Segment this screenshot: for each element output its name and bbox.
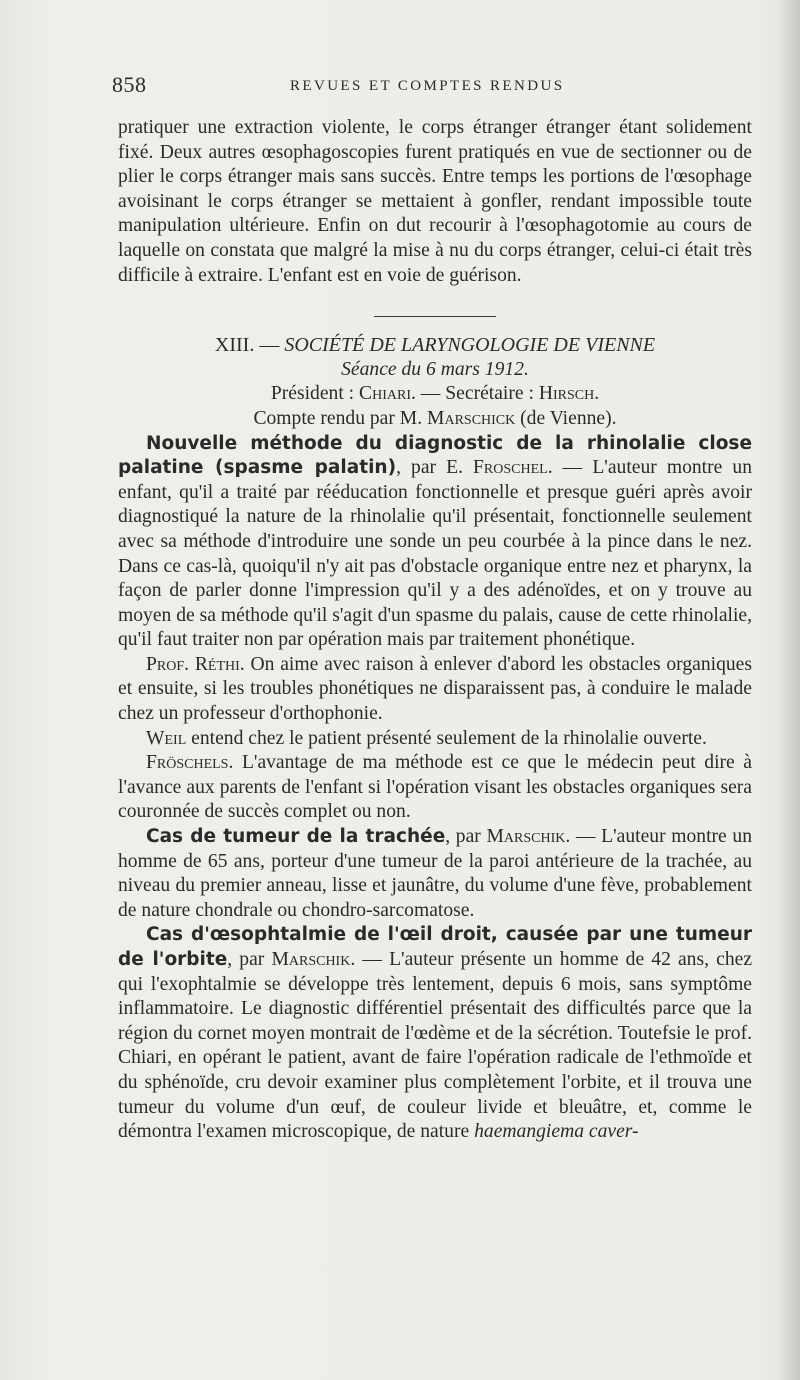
officers-separator: . — [410,383,446,405]
discussion-text: . On aime avec raison à enlever d'abord les obstacles organiques et ensuite, si les troubles phonétiques ne disparaissent pas, à conduire le malade chez un professeur d'orthophonie. [118,653,753,725]
president-name: Chiari [359,383,411,405]
discussion-froschels [118,751,752,825]
discussion-text: . L'avantage de ma méthode est ce que le médecin peut dire à l'avance aux parents de l'enfant si l'opération visant les obstacles organiques sera couronnée de succès complet ou non. [118,752,752,823]
paragraph-continued: pratiquer une extraction violente, le corps étranger étranger étant solidement fixé. Deux autres œsophagoscopies furent pratiqués en vue de sectionner ou de plier le corps étranger mais sans succès. Entre temps les portions de l'œsophage avoisinant le corps étranger se mettaient à gonfler, rendant impossible toute manipulation ultérieure. Enfin on dut recourir à l'œsophagotomie au cours de laquelle on constata que malgré la mise à nu du corps étranger, celui-ci était très difficile à extraire. L'enfant est en voie de guérison. [118,117,752,286]
article-byline: , par E. [396,457,474,479]
discussant-name: Fröschels [146,752,229,774]
article-title: Cas d'œsophtalmie de l'œil droit, causée par une tumeur de l'orbite [118,924,752,970]
page-header [112,72,752,102]
president-label: Président : [270,383,360,405]
article-rhinolalie [118,432,752,653]
reporter-name: Marschick [427,407,516,429]
report-suffix: (de Vienne). [515,407,617,429]
article-author: Marschik [486,826,566,848]
article-title: Nouvelle méthode du diagnostic de la rhinolalie close palatine (spasme palatin) [118,432,752,479]
officers-line [118,382,752,407]
article-author: Froschel [473,457,548,479]
secretary-label: Secrétaire : [445,383,539,405]
officers-end: . [594,383,600,405]
article-author: Marschik [271,949,351,970]
section-number: XIII. — [214,334,285,357]
report-prefix: Compte rendu par M. [253,407,428,429]
discussant-name: Weil [146,727,187,749]
discussion-text: entend chez le patient présenté seulement de la rhinolalie ouverte. [186,727,707,749]
italic-term: haemangiema caver- [474,1121,639,1143]
society-name: SOCIÉTÉ DE LARYNGOLOGIE DE VIENNE [284,334,656,357]
article-byline: , par [227,949,272,970]
session-date: Séance du 6 mars 1912. [341,358,529,380]
article-orbite [118,923,752,1144]
page-content [118,116,752,1145]
article-body: . — L'auteur montre un enfant, qu'il a traité par rééducation fonctionnelle et presque guéri après avoir diagnostiqué la nature de la rhinolalie qu'il présentait, fonctionnelle seulement avec sa méthode d'introduire une sonde un peu courbée à la pince dans le nez. Dans ce cas-là, quoiqu'il n'y ait pas d'obstacle organique entre nez et pharynx, la façon de parler donne l'impression qu'il y a des adénoïdes, et on y trouve au moyen de sa méthode qu'il s'agit d'un spasme du palais, cause de cette rhinolalie, qu'il faut traiter non par opération mais par traitement phonétique. [118,457,752,651]
discussion-weil [118,727,752,752]
article-body: . — L'auteur présente un homme de 42 ans, chez qui l'exophtalmie se développe très lentement, depuis 6 mois, sans symptôme inflammatoire. Le diagnostic différentiel présentait des difficultés parce que la région du cornet moyen montrait de l'œdème et de la sécrétion. Toutefsie le prof. Chiari, en opérant le patient, avant de faire l'opération radicale de l'ethmoïde et du sphénoïde, cru devoir examiner plus complètement l'orbite, et il trouva une tumeur du volume d'un œuf, de couleur livide et bleuâtre, et, comme le démontra l'examen microscopique, de nature [118,949,753,1143]
article-body: . — L'auteur montre un homme de 65 ans, porteur d'une tumeur de la paroi antérieure de la trachée, au niveau du premier anneau, lisse et jaunâtre, du volume d'une fève, probablement de nature chondrale ou chondro-sarcomatose. [118,826,752,921]
discussion-rethi [118,653,752,727]
article-title: Cas de tumeur de la trachée [146,826,446,848]
running-title: REVUES ET COMPTES RENDUS [290,78,565,94]
discussant-name: Prof. Réthi [146,653,240,675]
report-line [118,407,752,432]
article-byline: , par [445,826,487,848]
society-heading [118,333,752,358]
article-trachee [118,825,752,923]
page-number: 858 [112,72,147,97]
secretary-name: Hirsch [538,383,595,405]
section-rule [374,316,496,317]
page-edge-shadow [778,0,800,1380]
